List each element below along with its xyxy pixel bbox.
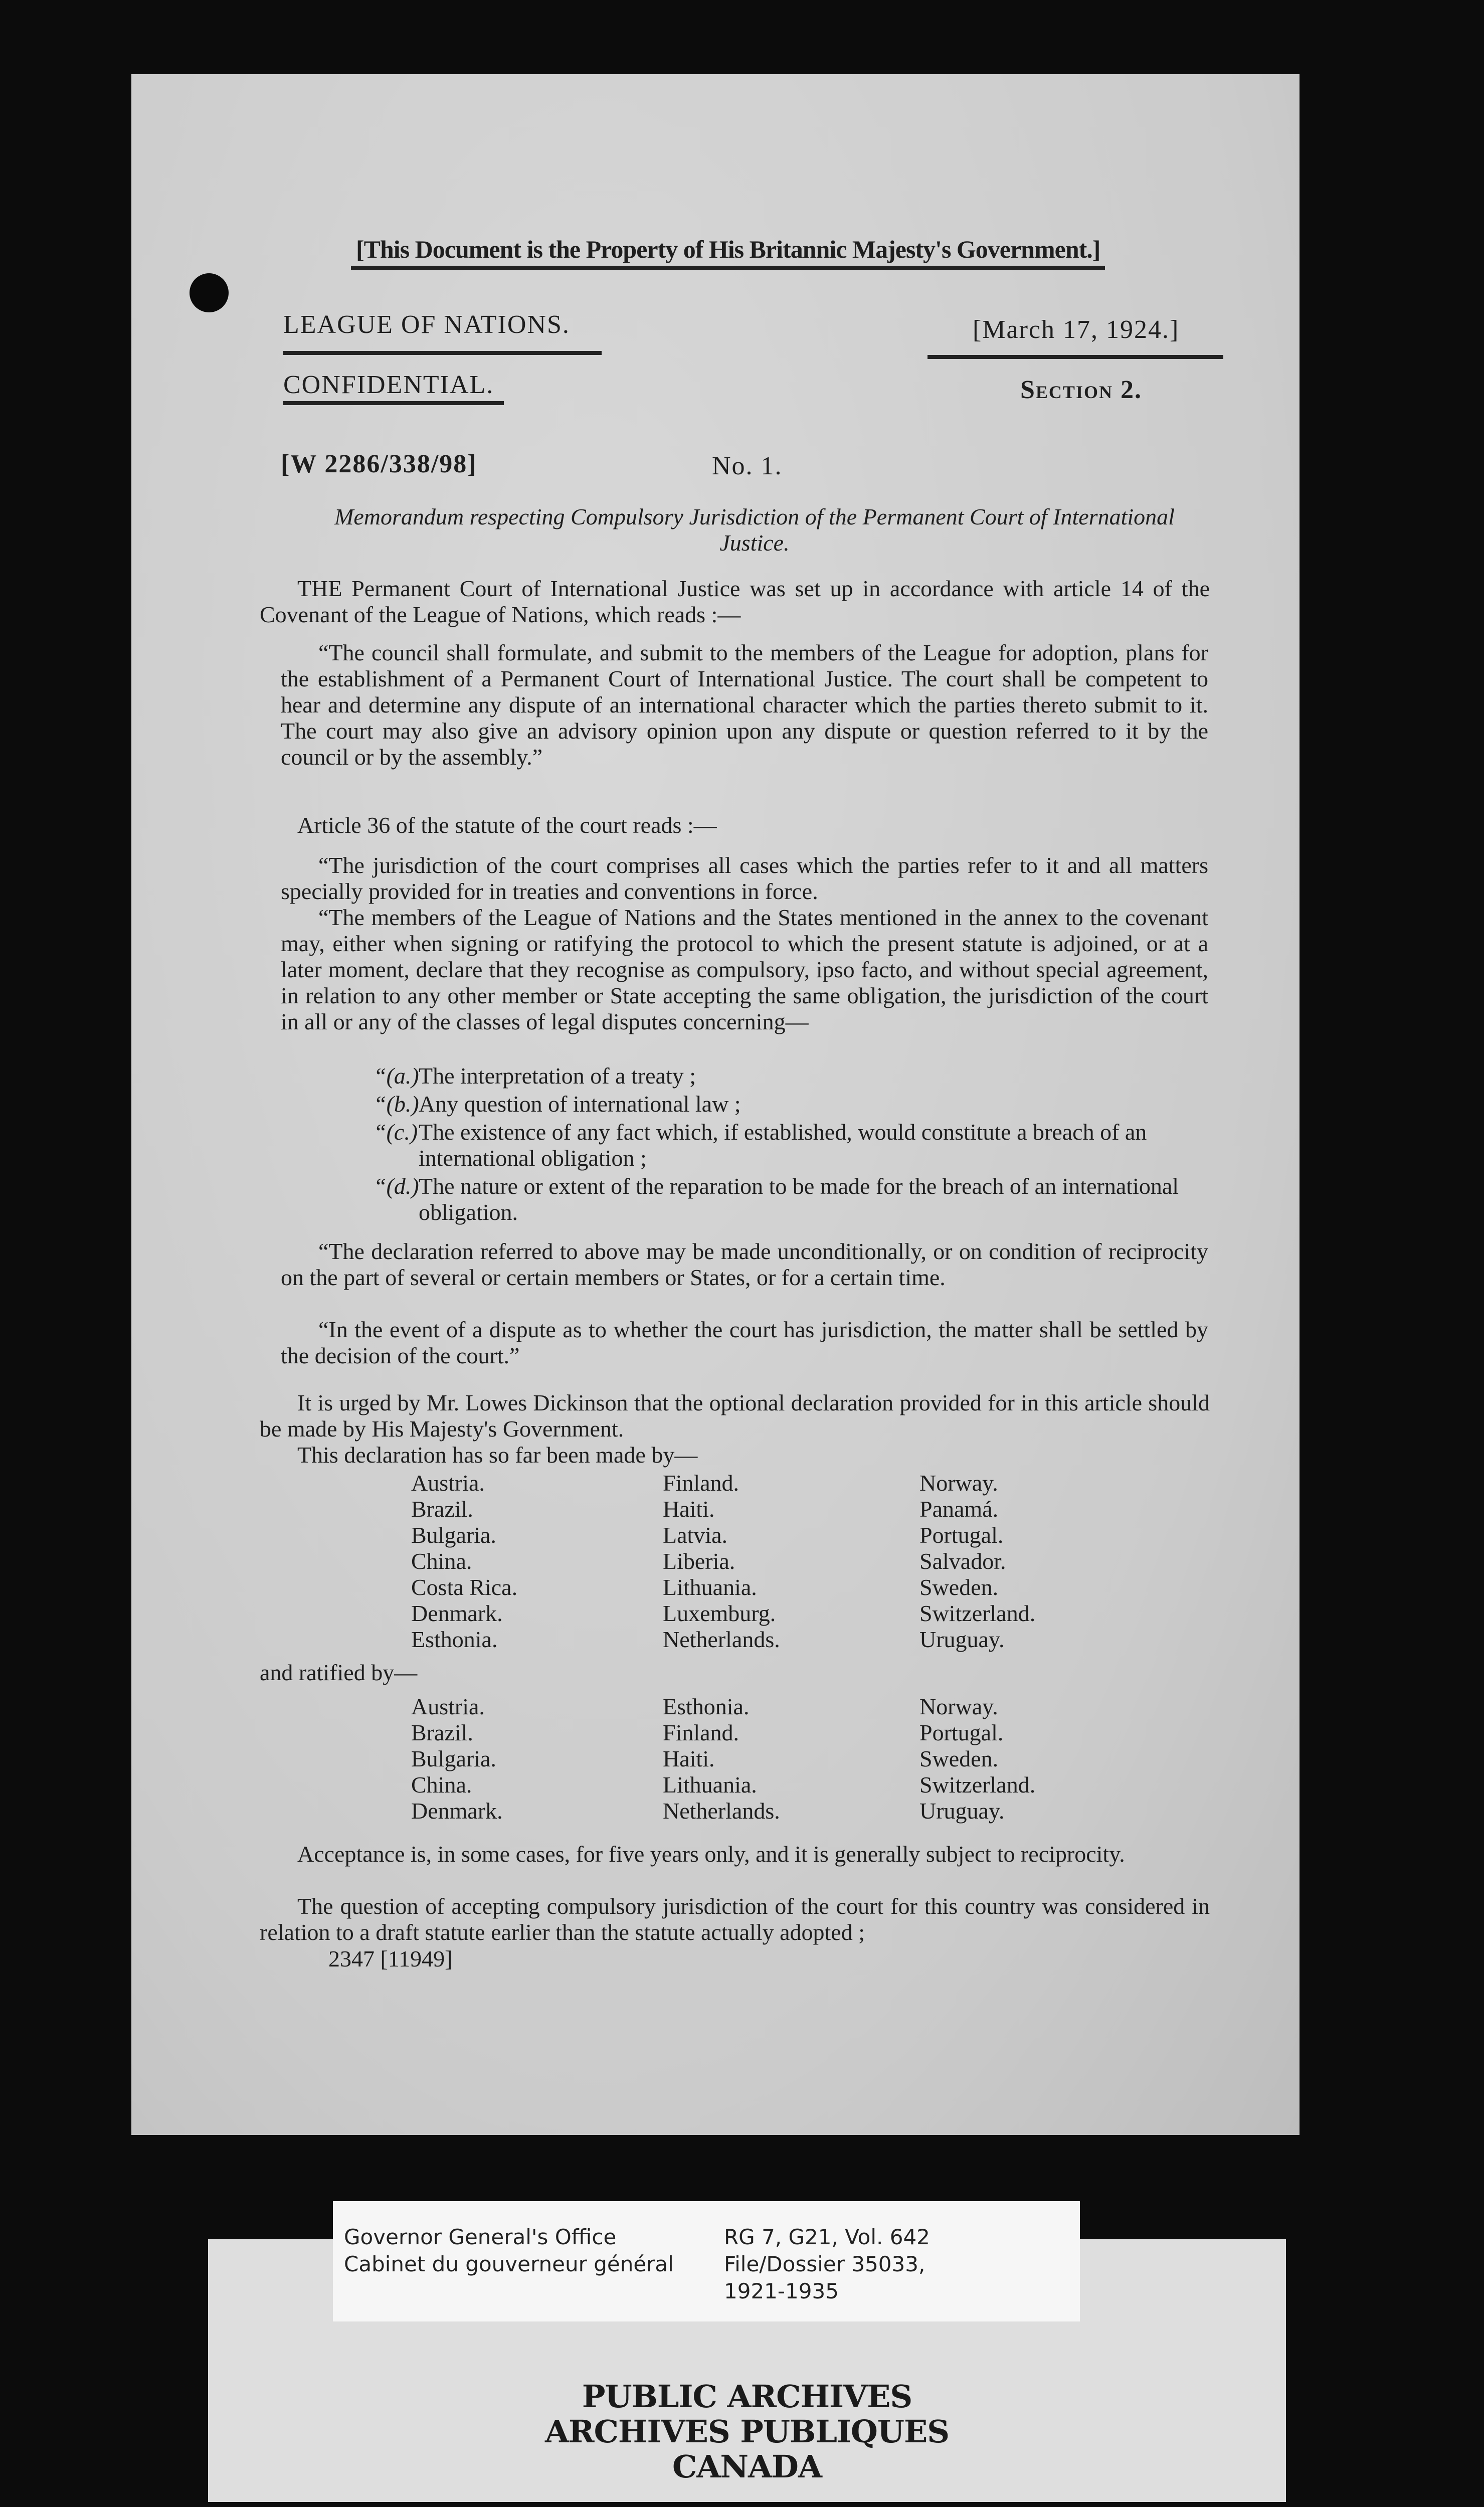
label-line: File/Dossier 35033, bbox=[724, 2252, 925, 2276]
label-line: Cabinet du gouverneur général bbox=[344, 2252, 674, 2276]
heading-rule bbox=[283, 401, 504, 405]
country: Portugal. bbox=[919, 1720, 1004, 1745]
property-notice: [This Document is the Property of His Britannic Majesty's Government.] bbox=[351, 235, 1105, 270]
country: Denmark. bbox=[411, 1798, 503, 1824]
item-marker: “(d.) bbox=[374, 1173, 419, 1199]
paragraph: It is urged by Mr. Lowes Dickinson that the optional declaration provided for in this article should be made by His Majesty's Government. bbox=[260, 1390, 1210, 1442]
reference-number: [W 2286/338/98] bbox=[281, 450, 477, 478]
country: Brazil. bbox=[411, 1496, 473, 1522]
country: Esthonia. bbox=[663, 1694, 750, 1719]
document-number: No. 1. bbox=[712, 452, 783, 480]
quote: “The council shall formulate, and submit to the members of the League for adoption, plans for the establishment of a Permanent Court of International Justice. The court shall be competent to hear and determine any dispute of an international character which the parties thereto submit to it. The court may also give an advisory opinion upon any dispute or question referred to it by the council or by the assembly.” bbox=[281, 640, 1208, 770]
country: Sweden. bbox=[919, 1746, 999, 1771]
country: Netherlands. bbox=[663, 1798, 780, 1824]
label-line: 1921-1935 bbox=[724, 2279, 839, 2303]
country: Switzerland. bbox=[919, 1600, 1036, 1626]
country: Austria. bbox=[411, 1694, 485, 1719]
country: Salvador. bbox=[919, 1548, 1006, 1574]
country: Norway. bbox=[919, 1470, 998, 1496]
country: Finland. bbox=[663, 1720, 739, 1745]
country: Haiti. bbox=[663, 1496, 715, 1522]
country: Bulgaria. bbox=[411, 1746, 496, 1771]
list-item bbox=[374, 1091, 1201, 1117]
list-item bbox=[374, 1063, 1201, 1089]
org-heading: LEAGUE OF NATIONS. bbox=[283, 310, 570, 339]
country: Uruguay. bbox=[919, 1627, 1005, 1652]
country: Haiti. bbox=[663, 1746, 715, 1771]
country: Esthonia. bbox=[411, 1627, 498, 1652]
list-item bbox=[374, 1119, 1201, 1171]
country: Bulgaria. bbox=[411, 1522, 496, 1548]
country: Netherlands. bbox=[663, 1627, 780, 1652]
paragraph: Acceptance is, in some cases, for five years only, and it is generally subject to reciprocity. bbox=[297, 1841, 1125, 1867]
archive-stamp-line: ARCHIVES PUBLIQUES bbox=[544, 2413, 950, 2450]
quote: “The members of the League of Nations and the States mentioned in the annex to the covenant may, either when signing or ratifying the protocol to which the present statute is adjoined, or at a later moment, declare that they recognise as compulsory, ipso facto, and without special agreement, in relation to any other member or State accepting the same obligation, the jurisdiction of the court in all or any of the classes of legal disputes concerning— bbox=[281, 905, 1208, 1034]
item-text: Any question of international law ; bbox=[419, 1091, 741, 1117]
country: Costa Rica. bbox=[411, 1574, 518, 1600]
punch-hole bbox=[190, 273, 229, 312]
classification: CONFIDENTIAL. bbox=[283, 371, 494, 399]
paragraph: Article 36 of the statute of the court reads :— bbox=[297, 812, 717, 838]
quote: “The declaration referred to above may be made unconditionally, or on condition of reciprocity on the part of several or certain members or States, or for a certain time. bbox=[281, 1238, 1208, 1290]
country: Panamá. bbox=[919, 1496, 999, 1522]
paragraph: THE Permanent Court of International Justice was set up in accordance with article 14 of the Covenant of the League of Nations, which reads :— bbox=[260, 576, 1210, 627]
country: Latvia. bbox=[663, 1522, 727, 1548]
item-text: The existence of any fact which, if established, would constitute a breach of an international obligation ; bbox=[419, 1119, 1147, 1171]
country: Brazil. bbox=[411, 1720, 473, 1745]
item-marker: “(a.) bbox=[374, 1063, 419, 1089]
country: Finland. bbox=[663, 1470, 739, 1496]
country: Lithuania. bbox=[663, 1574, 757, 1600]
country: Switzerland. bbox=[919, 1772, 1036, 1798]
country: Sweden. bbox=[919, 1574, 999, 1600]
label-line: Governor General's Office bbox=[344, 2225, 617, 2249]
section-label: Section 2. bbox=[1020, 376, 1142, 404]
memo-title: Memorandum respecting Compulsory Jurisdiction of the Permanent Court of International Justice. bbox=[334, 504, 1175, 556]
archive-stamp-line: PUBLIC ARCHIVES bbox=[582, 2378, 912, 2415]
country: Lithuania. bbox=[663, 1772, 757, 1798]
quote: “The jurisdiction of the court comprises all cases which the parties refer to it and all matters specially provided for in treaties and conventions in force. bbox=[281, 852, 1208, 904]
paragraph: This declaration has so far been made by— bbox=[297, 1442, 698, 1468]
item-marker: “(c.) bbox=[374, 1119, 418, 1145]
country: Portugal. bbox=[919, 1522, 1004, 1548]
heading-rule bbox=[283, 351, 602, 355]
country: China. bbox=[411, 1548, 472, 1574]
item-text: The interpretation of a treaty ; bbox=[419, 1063, 696, 1089]
country: Norway. bbox=[919, 1694, 998, 1719]
document-date: [March 17, 1924.] bbox=[973, 315, 1180, 344]
paragraph: and ratified by— bbox=[260, 1660, 418, 1685]
archive-label bbox=[333, 2201, 1080, 2321]
country: China. bbox=[411, 1772, 472, 1798]
list-item bbox=[374, 1173, 1201, 1225]
country: Luxemburg. bbox=[663, 1600, 776, 1626]
heading-rule bbox=[928, 355, 1223, 359]
item-text: The nature or extent of the reparation to be made for the breach of an international obligation. bbox=[419, 1173, 1179, 1225]
country: Denmark. bbox=[411, 1600, 503, 1626]
country: Austria. bbox=[411, 1470, 485, 1496]
dispute-class-list bbox=[374, 1063, 1201, 1227]
footer-code: 2347 [11949] bbox=[328, 1946, 453, 1972]
country: Liberia. bbox=[663, 1548, 735, 1574]
paragraph: The question of accepting compulsory jurisdiction of the court for this country was considered in relation to a draft statute earlier than the statute actually adopted ; bbox=[260, 1893, 1210, 1945]
archive-stamp-line: CANADA bbox=[672, 2448, 822, 2485]
quote: “In the event of a dispute as to whether the court has jurisdiction, the matter shall be settled by the decision of the court.” bbox=[281, 1317, 1208, 1368]
item-marker: “(b.) bbox=[374, 1091, 419, 1117]
country: Uruguay. bbox=[919, 1798, 1005, 1824]
label-line: RG 7, G21, Vol. 642 bbox=[724, 2225, 930, 2249]
